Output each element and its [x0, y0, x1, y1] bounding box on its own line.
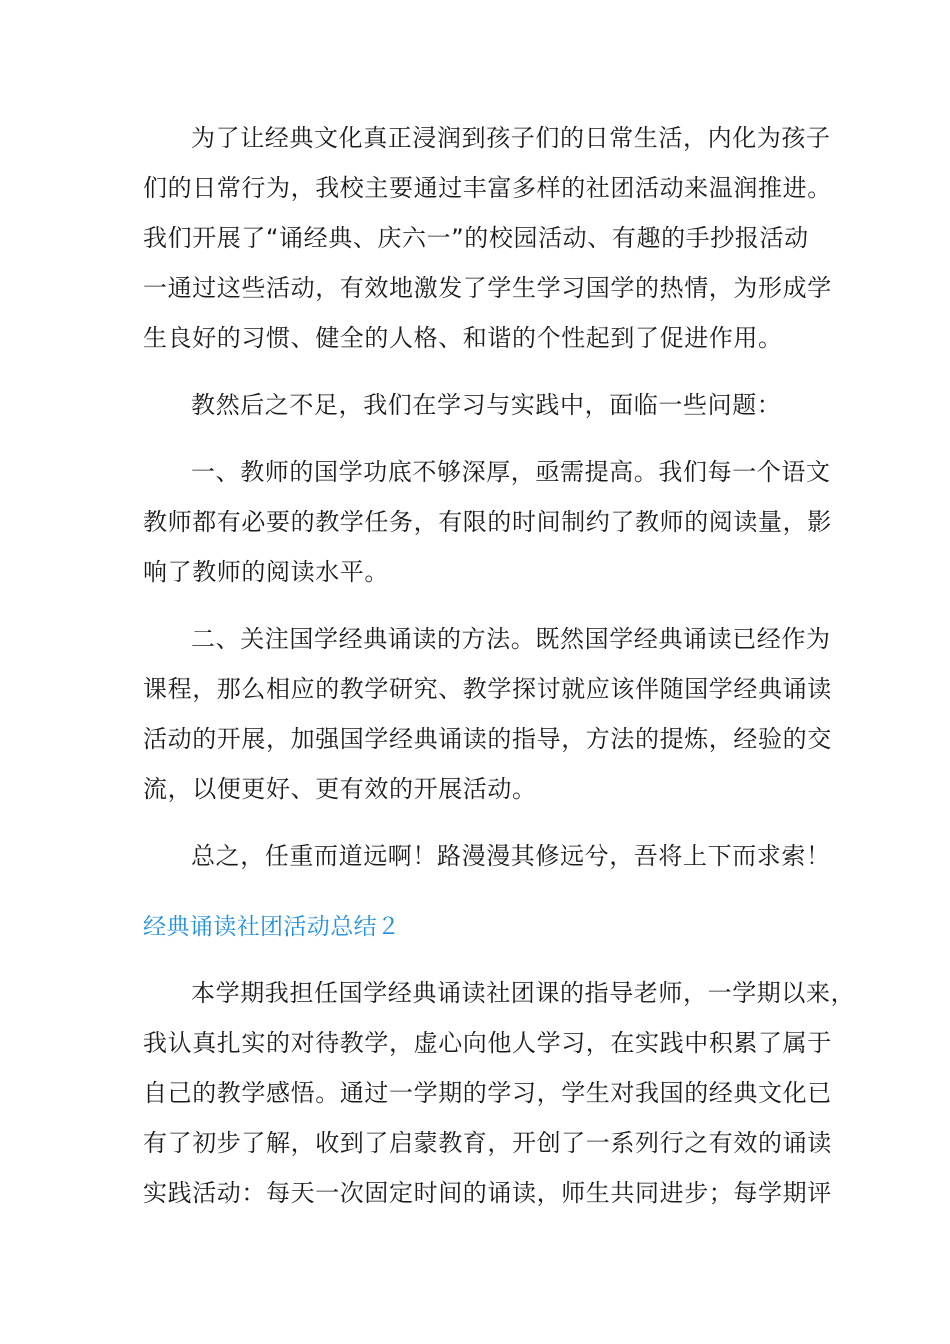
paragraph-6-line-4: 有了初步了解，收到了启蒙教育，开创了一系列行之有效的诵读: [143, 1129, 832, 1157]
paragraph-6-line-5: 实践活动：每天一次固定时间的诵读，师生共同进步；每学期评: [143, 1179, 832, 1207]
paragraph-1-line-2: 们的日常行为，我校主要通过丰富多样的社团活动来温润推进。: [143, 174, 832, 202]
paragraph-6-line-1: 本学期我担任国学经典诵读社团课的指导老师，一学期以来，: [191, 979, 856, 1007]
paragraph-1-line-3: 我们开展了“诵经典、庆六一”的校园活动、有趣的手抄报活动: [143, 224, 809, 252]
paragraph-3-line-1: 一、教师的国学功底不够深厚，亟需提高。我们每一个语文: [191, 458, 831, 486]
paragraph-1-line-4: 一通过这些活动，有效地激发了学生学习国学的热情，为形成学: [143, 274, 832, 302]
paragraph-3-line-3: 响了教师的阅读水平。: [143, 558, 389, 586]
paragraph-5-line-1: 总之，任重而道远啊！路漫漫其修远兮，吾将上下而求索！: [191, 842, 831, 870]
paragraph-4-line-4: 流，以便更好、更有效的开展活动。: [143, 775, 537, 803]
section-heading: 经典诵读社团活动总结２: [143, 914, 401, 940]
paragraph-1-line-1: 为了让经典文化真正浸润到孩子们的日常生活，内化为孩子: [191, 124, 831, 152]
paragraph-2-line-1: 教然后之不足，我们在学习与实践中，面临一些问题：: [191, 391, 782, 419]
paragraph-1-line-5: 生良好的习惯、健全的人格、和谐的个性起到了促进作用。: [143, 324, 783, 352]
paragraph-4-line-1: 二、关注国学经典诵读的方法。既然国学经典诵读已经作为: [191, 625, 831, 653]
paragraph-4-line-2: 课程，那么相应的教学研究、教学探讨就应该伴随国学经典诵读: [143, 675, 832, 703]
paragraph-6-line-3: 自己的教学感悟。通过一学期的学习，学生对我国的经典文化已: [143, 1079, 832, 1107]
paragraph-3-line-2: 教师都有必要的教学任务，有限的时间制约了教师的阅读量，影: [143, 508, 832, 536]
paragraph-4-line-3: 活动的开展，加强国学经典诵读的指导，方法的提炼，经验的交: [143, 725, 832, 753]
paragraph-6-line-2: 我认真扎实的对待教学，虚心向他人学习，在实践中积累了属于: [143, 1029, 832, 1057]
